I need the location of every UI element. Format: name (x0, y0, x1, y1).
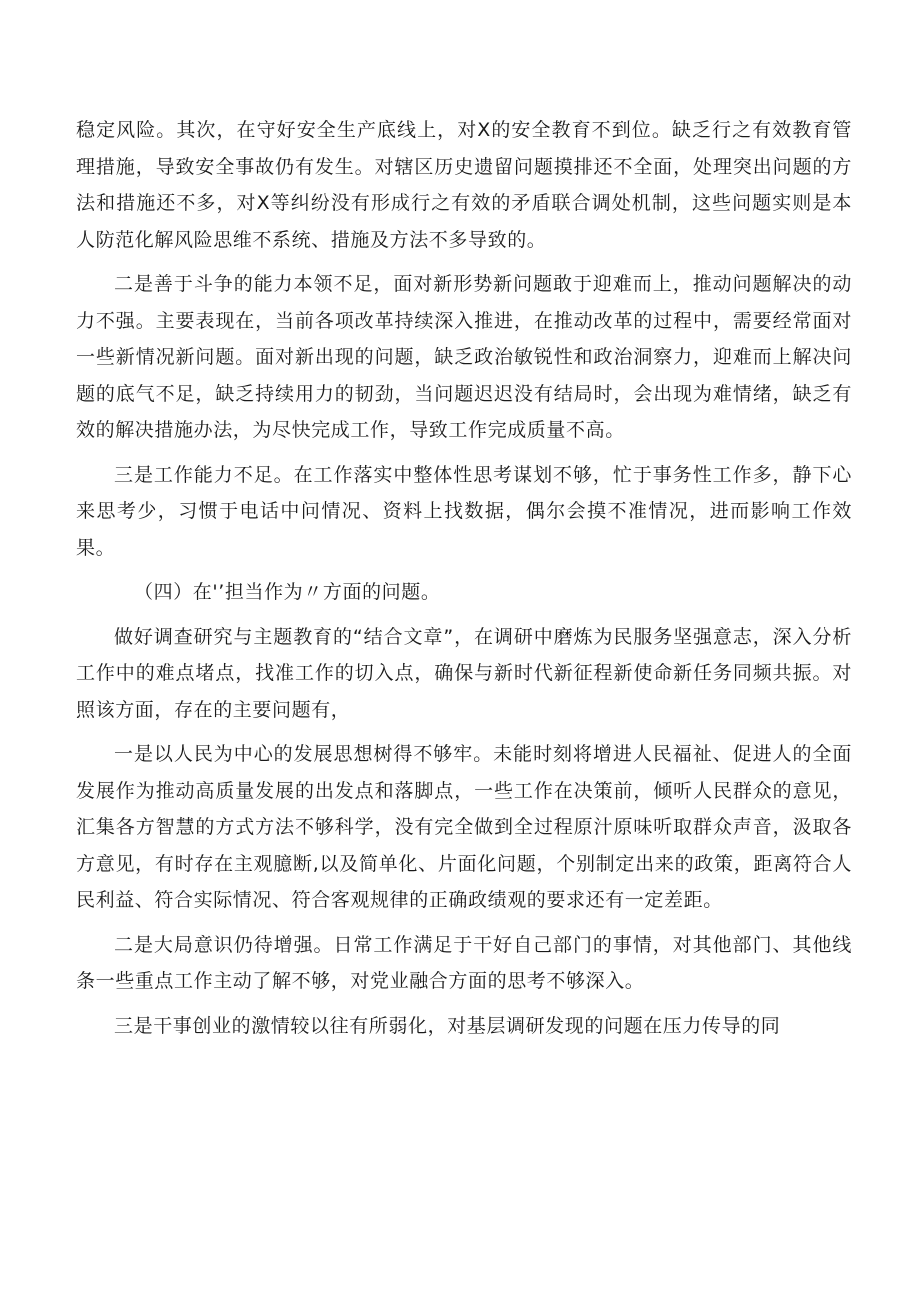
paragraph-work-ability: 三是工作能力不足。在工作落实中整体性思考谋划不够，忙于事务性工作多，静下心来思考少，习惯于电话中问情况、资料上找数据，偶尔会摸不准情况，进而影响工作效果。 (76, 463, 852, 559)
paragraph-entrepreneurial-passion: 三是干事创业的激情较以往有所弱化，对基层调研发现的问题在压力传导的同 (114, 1014, 781, 1037)
paragraph-risk-continuation: 稳定风险。其次，在守好安全生产底线上，对X的安全教育不到位。缺乏行之有效教育管理措施，导致安全事故仍有发生。对辖区历史遗留问题摸排还不全面，处理突出问题的方法和措施还不多，对X等纠纷没有形成行之有效的矛盾联合调处机制，这些问题实则是本人防范化解风险思维不系统、措施及方法不多导致的。 (76, 119, 852, 251)
paragraph-overall-awareness: 二是大局意识仍待增强。日常工作满足于干好自己部门的事情，对其他部门、其他线条一些重点工作主动了解不够，对党业融合方面的思考不够深入。 (76, 933, 852, 992)
paragraph-struggle-ability: 二是善于斗争的能力本领不足，面对新形势新问题敢于迎难而上，推动问题解决的动力不强。主要表现在，当前各项改革持续深入推进，在推动改革的过程中，需要经常面对一些新情况新问题。面对新出现的问题，缺乏政治敏锐性和政治洞察力，迎难而上解决问题的底气不足，缺乏持续用力的韧劲，当问题迟迟没有结局时，会出现为难情绪，缺乏有效的解决措施办法，为尽快完成工作，导致工作完成质量不高。 (76, 273, 852, 441)
paragraph-people-centered: 一是以人民为中心的发展思想树得不够牢。未能时刻将增进人民福祉、促进人的全面发展作为推动高质量发展的出发点和落脚点，一些工作在决策前，倾听人民群众的意见，汇集各方智慧的方式方法不够科学，没有完全做到全过程原汁原味听取群众声音，汲取各方意见，有时存在主观臆断,以及简单化、片面化问题，个别制定出来的政策，距离符合人民利益、符合实际情况、符合客观规律的正确政绩观的要求还有一定差距。 (76, 743, 852, 911)
paragraph-research-combination: 做好调查研究与主题教育的“结合文章”，在调研中磨炼为民服务坚强意志，深入分析工作中的难点堵点，找准工作的切入点，确保与新时代新征程新使命新任务同频共振。对照该方面，存在的主要问题有， (76, 625, 852, 721)
section-heading-four: （四）在'’担当作为〃方面的问题。 (134, 581, 441, 603)
document-body (76, 112, 852, 1052)
